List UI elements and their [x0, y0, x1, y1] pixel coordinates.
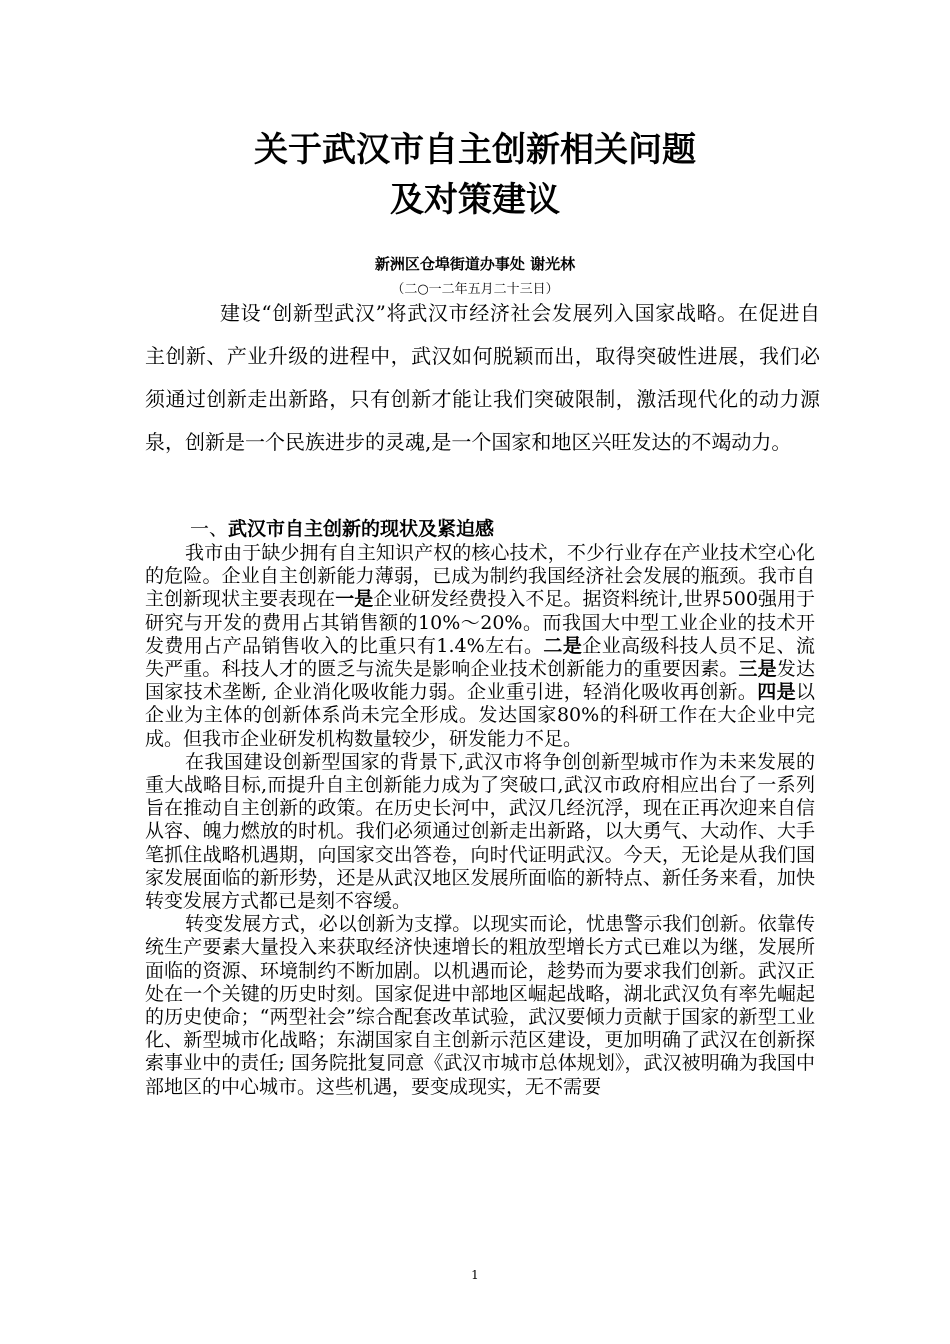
point-label-4: 四是: [757, 681, 796, 704]
document-title-line2: 及对策建议: [390, 180, 560, 220]
point-label-3: 三是: [738, 658, 777, 681]
intro-paragraph: 建设“创新型武汉”将武汉市经济社会发展列入国家战略。在促进自主创新、产业升级的进程中，武汉如何脱颖而出，取得突破性进展，我们必须通过创新走出新路，只有创新才能让我们突破限制，激活现代化的动力源泉，创新是一个民族进步的灵魂,是一个国家和地区兴旺发达的不竭动力。: [145, 301, 820, 454]
document-date: （二○一二年五月二十三日）: [391, 282, 559, 297]
point-label-1: 一是: [335, 588, 374, 611]
paragraph-1-text-e: 以企业为主体的创新体系尚未完全形成。发达国家80%的科研工作在大企业中完成。但我市企业研发机构数量较少，研发能力不足。: [145, 681, 815, 750]
paragraph-1-text-c: 企业高级科技人员不足、流失严重。科技人才的匮乏与流失是影响企业技术创新能力的重要因素。: [145, 634, 815, 681]
body-text: [145, 542, 815, 1099]
paragraph-1-text-b: 企业研发经费投入不足。据资料统计,世界500强用于研究与开发的费用占其销售额的10%～20%。而我国大中型工业企业的技术开发费用占产品销售收入的比重只有1.4%左右。: [145, 588, 815, 657]
point-label-2: 二是: [543, 634, 583, 657]
section-heading: [190, 514, 494, 541]
paragraph-1: [145, 542, 815, 751]
section-number: 一、: [190, 518, 229, 540]
page-number: 1: [471, 1268, 479, 1282]
section-heading-text: 武汉市自主创新的现状及紧迫感: [228, 518, 495, 540]
paragraph-1-text-a: 我市由于缺少拥有自主知识产权的核心技术，不少行业存在产业技术空心化的危险。企业自主创新能力薄弱，已成为制约我国经济社会发展的瓶颈。我市自主创新现状主要表现在: [145, 542, 815, 611]
paragraph-1-text-d: 发达国家技术垄断, 企业消化吸收能力弱。企业重引进，轻消化吸收再创新。: [145, 658, 815, 704]
document-title-line1: 关于武汉市自主创新相关问题: [254, 130, 696, 170]
author-byline: 新洲区仓埠街道办事处 谢光林: [374, 255, 576, 273]
paragraph-3: 转变发展方式，必以创新为支撑。以现实而论，忧患警示我们创新。依靠传统生产要素大量投入来获取经济快速增长的粗放型增长方式已难以为继，发展所面临的资源、环境制约不断加剧。以机遇而论，趁势而为要求我们创新。武汉正处在一个关键的历史时刻。国家促进中部地区崛起战略，湖北武汉负有率先崛起的历史使命；“两型社会”综合配套改革试验，武汉要倾力贡献于国家的新型工业化、新型城市化战略；东湖国家自主创新示范区建设，更加明确了武汉在创新探索事业中的责任; 国务院批复同意《武汉市城市总体规划》，武汉被明确为我国中部地区的中心城市。这些机遇，要变成现实，无不需要: [145, 913, 815, 1098]
paragraph-2: 在我国建设创新型国家的背景下,武汉市将争创创新型城市作为未来发展的重大战略目标,而提升自主创新能力成为了突破口,武汉市政府相应出台了一系列旨在推动自主创新的政策。在历史长河中，武汉几经沉浮，现在正再次迎来自信从容、魄力燃放的时机。我们必须通过创新走出新路，以大勇气、大动作、大手笔抓住战略机遇期，向国家交出答卷，向时代证明武汉。今天，无论是从我们国家发展面临的新形势，还是从武汉地区发展所面临的新特点、新任务来看，加快转变发展方式都已是刻不容缓。: [145, 750, 815, 913]
